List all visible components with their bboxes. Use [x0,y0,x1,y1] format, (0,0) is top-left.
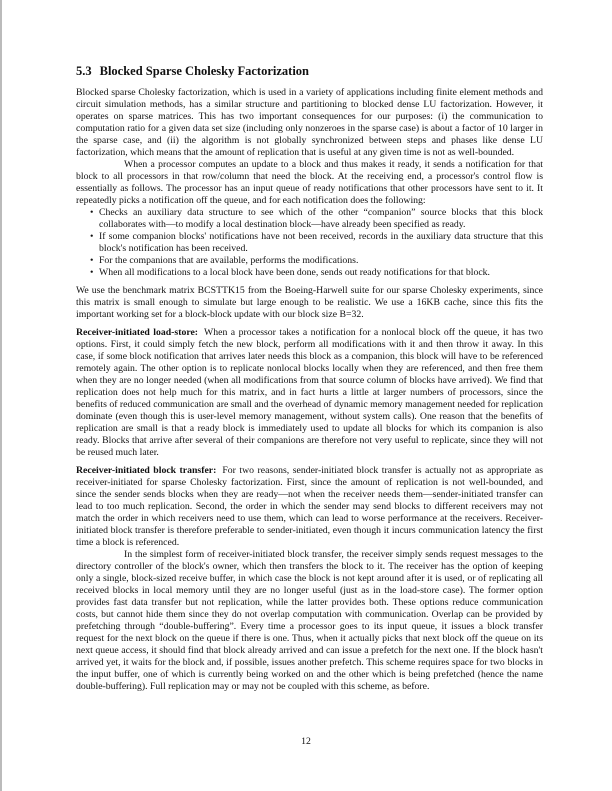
paragraph-block-transfer [76,465,543,549]
list-item-text: When all modifications to a local block have been done, sends out ready notifications for that block. [99,267,490,278]
bullet-list [76,207,543,279]
paragraph-double-buffering: In the simplest form of receiver-initiated block transfer, the receiver simply sends request messages to the directory controller of the block's owner, which then transfers the block to it. The receiver has the option of keeping only a single, block-sized receive buffer, in which case the block is not kept around after it is used, or of replicating all received blocks in local memory until they are no longer useful (just as in the load-store case). The former option provides fast data transfer but not replication, while the latter provides both. These options reduce communication costs, but cannot hide them since they do not overlap computation with communication. Overlap can be provided by prefetching through “double-buffering”. Every time a processor goes to its input queue, it issues a block transfer request for the next block on the queue if there is one. Thus, when it actually picks that next block off the queue on its next queue access, it should find that block already arrived and can issue a prefetch for the next one. If the block hasn't arrived yet, it waits for the block and, if possible, issues another prefetch. This scheme requires space for two blocks in the input buffer, one of which is currently being worked on and the other which is being prefetched (hence the name double-buffering). Full replication may or may not be coupled with this scheme, as before. [76,549,543,692]
paragraph-text: For two reasons, sender-initiated block transfer is actually not as appropriate as receiver-initiated for sparse Cholesky factorization. First, since the amount of replication is not well-bounded, and since the sender sends blocks when they are ready—not when the receiver needs them—sender-initiated transfer can lead to too much replication. Second, the order in which the sender may send blocks to different receivers may not match the order in which receivers need to use them, which can lead to worse performance at the receivers. Receiver-initiated block transfer is therefore preferable to sender-initiated, even though it incurs communication latency the first time a block is referenced. [76,465,543,548]
bullet-icon: • [90,231,94,242]
paragraph-control-flow: When a processor computes an update to a block and thus makes it ready, it sends a notification for that block to all processors in that row/column that need the block. At the receiving end, a processor's control flow is essentially as follows. The processor has an input queue of ready notifications that other processors have sent to it. It repeatedly picks a notification off the queue, and for each notification does the following: [76,159,543,206]
section-title: Blocked Sparse Cholesky Factorization [99,64,309,78]
list-item [90,231,543,255]
run-in-heading: Receiver-initiated load-store: [76,327,199,338]
document-page [76,64,543,693]
run-in-heading: Receiver-initiated block transfer: [76,465,217,476]
bullet-icon: • [90,207,94,218]
list-item-text: For the companions that are available, performs the modifications. [99,255,359,266]
bullet-icon: • [90,267,94,278]
list-item-text: If some companion blocks' notifications have not been received, records in the auxiliary data structure that this block's notification has been received. [99,231,543,254]
paragraph-text: When a processor takes a notification for a nonlocal block off the queue, it has two options. First, it could simply fetch the new block, perform all modifications with it and then throw it away. In this case, if some block notification that arrives later needs this block as a companion, this block will have to be referenced remotely again. The other option is to replicate nonlocal blocks locally when they are referenced, and then free them when they are no longer needed (when all modifications from that source column of blocks have arrived). We find that replication does not help much for this matrix, and in fact hurts a little at larger numbers of processors, since the benefits of reduced communication are small and the overhead of dynamic memory management needed for replication dominate (even though this is user-level memory management, without system calls). One reason that the benefits of replication are small is that a ready block is immediately used to update all blocks for which its companion is also ready. Blocks that arrive after several of their companions are therefore not very useful to replicate, since they will not be reused much later. [76,327,543,458]
list-item [90,267,543,279]
list-item-text: Checks an auxiliary data structure to see which of the other “companion” source blocks that this block collaborates with—to modify a local destination block—have already been specified as ready. [99,207,543,230]
section-number: 5.3 [76,64,92,78]
scan-edge [0,0,2,791]
list-item [90,207,543,231]
paragraph-benchmark: We use the benchmark matrix BCSTTK15 from the Boeing-Harwell suite for our sparse Cholesky experiments, since this matrix is small enough to simulate but large enough to be realistic. We use a 16KB cache, since this fits the important working set for a block-block update with our block size B=32. [76,285,543,320]
paragraph-load-store [76,327,543,459]
page-number: 12 [301,736,311,747]
section-heading [76,64,543,79]
bullet-icon: • [90,255,94,266]
paragraph-intro: Blocked sparse Cholesky factorization, which is used in a variety of applications including finite element methods and circuit simulation methods, has a similar structure and partitioning to blocked dense LU factorization. However, it operates on sparse matrices. This has two important consequences for our purposes: (i) the communication to computation ratio for a given data set size (including only nonzeroes in the sparse case) is about a factor of 10 larger in the sparse case, and (ii) the algorithm is not globally synchronized between steps and phases like dense LU factorization, which means that the amount of replication that is useful at any given time is not as well-bounded. [76,87,543,158]
list-item [90,255,543,267]
